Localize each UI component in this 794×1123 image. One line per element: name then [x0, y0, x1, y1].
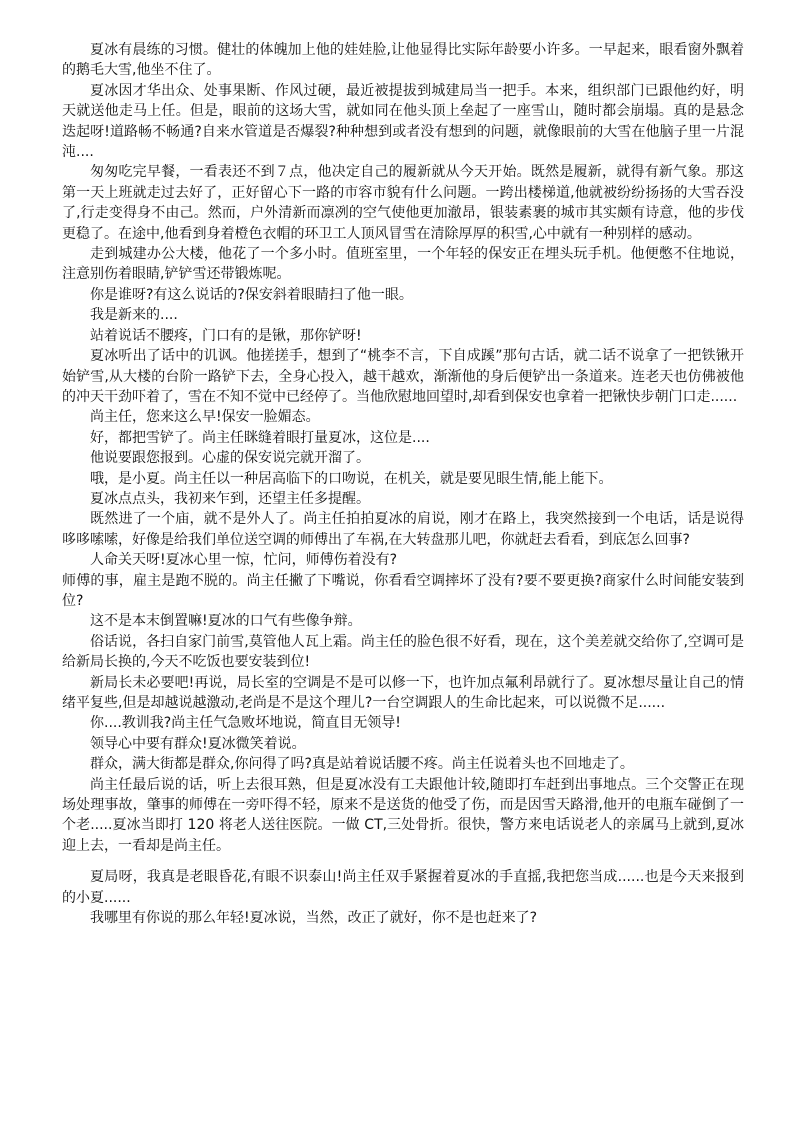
paragraph-gap [62, 856, 744, 867]
paragraph: 我哪里有你说的那么年轻!夏冰说，当然，改正了就好，你不是也赶来了? [90, 910, 538, 927]
paragraph: 他说要跟您报到。心虚的保安说完就开溜了。 [90, 450, 370, 467]
paragraph: 这不是本末倒置嘛!夏冰的口气有些像争辩。 [90, 613, 362, 630]
paragraph: 新局长未必要吧!再说，局长室的空调是不是可以修一下，也许加点氟利昂就行了。夏冰想尽量让自己的情绪平复些,但是却越说越激动,老尚是不是这个理儿?一台空调跟人的生命比起来，可以说微不足...... [62, 674, 744, 711]
paragraph: 你....教训我?尚主任气急败坏地说，简直目无领导! [90, 715, 401, 732]
paragraph: 你是谁呀?有这么说话的?保安斜着眼睛扫了他一眼。 [90, 286, 413, 303]
paragraph: 尚主任最后说的话，听上去很耳熟，但是夏冰没有工夫跟他计较,随即打车赶到出事地点。三个交警正在现场处理事故，肇事的师傅在一旁吓得不轻，原来不是送货的他受了伤，而是因雪天路滑,他开的电瓶车碰倒了一个老.....夏冰当即打 120 将老人送往医院。一做 CT,三处骨折。很快，警方来电话说老人的亲属马上就到,夏冰迎上去，一看却是尚主任。 [62, 776, 744, 854]
paragraph: 走到城建办公大楼，他花了一个多小时。值班室里，一个年轻的保安正在埋头玩手机。他便憋不住地说，注意别伤着眼睛,铲铲雪还带锻炼呢。 [62, 246, 744, 283]
paragraph: 夏冰因才华出众、处事果断、作风过硬，最近被提拔到城建局当一把手。本来，组织部门已跟他约好，明天就送他走马上任。但是，眼前的这场大雪，就如同在他头顶上垒起了一座雪山，随时都会崩塌。真的是悬念迭起呀!道路畅不畅通?自来水管道是否爆裂?种种想到或者没有想到的问题，就像眼前的大雪在他脑子里一片混沌.... [62, 82, 744, 161]
paragraph: 人命关天呀!夏冰心里一惊，忙问，师傅伤着没有? [90, 552, 398, 569]
paragraph: 夏冰有晨练的习惯。健壮的体魄加上他的娃娃脸,让他显得比实际年龄要小许多。一早起来，眼看窗外飘着的鹅毛大雪,他坐不住了。 [62, 42, 744, 79]
document-body [62, 40, 744, 928]
paragraph: 师傅的事，雇主是跑不脱的。尚主任撇了下嘴说，你看看空调摔坏了没有?要不要更换?商家什么时间能安装到位? [62, 572, 744, 609]
paragraph: 夏冰点点头，我初来乍到，还望主任多提醒。 [90, 490, 370, 507]
paragraph: 尚主任，您来这么早!保安一脸媚态。 [90, 409, 320, 426]
paragraph: 我是新来的.... [90, 307, 178, 324]
paragraph: 好，都把雪铲了。尚主任眯缝着眼打量夏冰，这位是.... [90, 429, 430, 446]
paragraph: 既然进了一个庙，就不是外人了。尚主任拍拍夏冰的肩说，刚才在路上，我突然接到一个电话，话是说得哆哆嗦嗦，好像是给我们单位送空调的师傅出了车祸,在大转盘那儿吧，你就赶去看看，到底怎么回事? [62, 511, 744, 548]
paragraph: 匆匆吃完早餐，一看表还不到７点，他决定自己的履新就从今天开始。既然是履新，就得有新气象。那这第一天上班就走过去好了，正好留心下一路的市容市貌有什么问题。一跨出楼梯道,他就被纷纷扬扬的大雪吞没了,行走变得身不由己。然而，户外清新而凛冽的空气使他更加澈昂，银装素裹的城市其实颇有诗意，他的步伐更稳了。在途中,他看到身着橙色衣帽的环卫工人顶风冒雪在清除厚厚的积雪,心中就有一种别样的感动。 [62, 164, 744, 242]
paragraph: 夏冰听出了话中的讥讽。他搓搓手，想到了“桃李不言，下自成蹊”那句古话，就二话不说拿了一把铁锹开始铲雪,从大楼的台阶一路铲下去，全身心投入，越干越欢，渐渐他的身后便铲出一条道来。连老天也仿佛被他的冲天干劲吓着了，雪在不知不觉中已经停了。当他欣慰地回望时,却看到保安也拿着一把锹快步朝门口走...... [62, 348, 744, 405]
paragraph: 夏局呀，我真是老眼昏花,有眼不识泰山!尚主任双手紧握着夏冰的手直摇,我把您当成......也是今天来报到的小夏...... [62, 869, 744, 906]
paragraph: 站着说话不腰疼，门口有的是锹，那你铲呀! [90, 327, 362, 344]
paragraph: 俗话说，各扫自家门前雪,莫管他人瓦上霜。尚主任的脸色很不好看，现在，这个美差就交给你了,空调可是给新局长换的,今天不吃饭也要安装到位! [62, 633, 744, 671]
paragraph: 领导心中要有群众!夏冰微笑着说。 [90, 735, 306, 752]
paragraph: 群众，满大街都是群众,你问得了吗?真是站着说话腰不疼。尚主任说着头也不回地走了。 [90, 756, 634, 773]
paragraph: 哦，是小夏。尚主任以一种居高临下的口吻说，在机关，就是要见眼生情,能上能下。 [90, 470, 613, 487]
